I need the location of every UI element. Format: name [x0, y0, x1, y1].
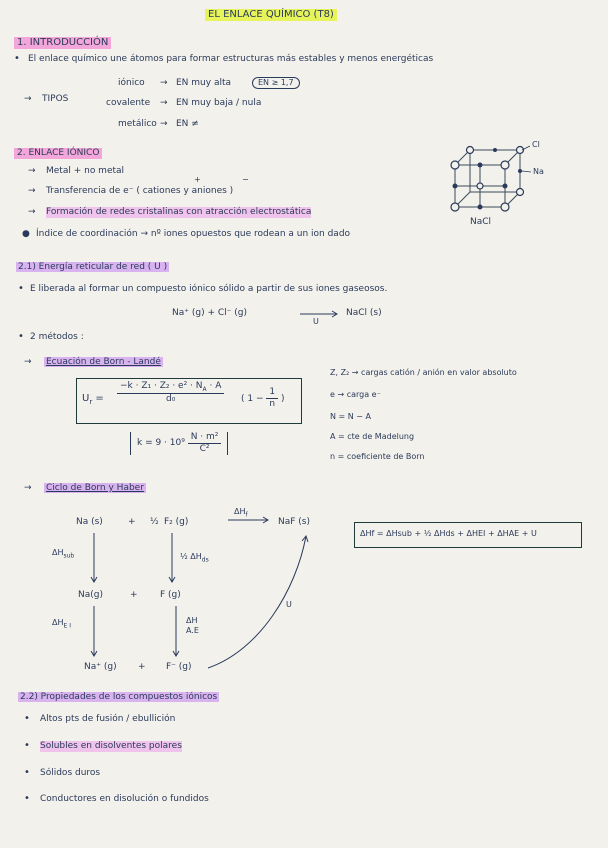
page-title: EL ENLACE QUÍMICO (T8) [205, 9, 337, 21]
legend-born: n = coeficiente de Born [330, 452, 425, 461]
enlace-item-1: Metal + no metal [46, 166, 125, 176]
reaction-reactants: Na⁺ (g) + Cl⁻ (g) [172, 308, 247, 318]
arrow-icon: → [28, 207, 36, 217]
propiedad-1: Altos pts de fusión / ebullición [40, 714, 176, 724]
k-constant-den: C² [199, 443, 210, 454]
cycle-half-dhds-sub: ds [201, 556, 209, 564]
cycle-u: U [286, 600, 292, 609]
section-22-heading-text: 2.2) Propiedades de los compuestos iónicos [20, 692, 218, 702]
cycle-half-dhds-symbol: ½ ΔH [180, 552, 202, 561]
crystal-caption: NaCl [470, 217, 492, 227]
cycle-plus-2: + [130, 590, 138, 600]
eq-factor-den: n [269, 398, 276, 409]
arrow-icon: → [160, 98, 168, 108]
hess-equation: ΔHf = ΔHsub + ½ ΔHds + ΔHEI + ΔHAE + U [360, 529, 537, 538]
bullet-icon: • [24, 740, 30, 751]
tipo-ionico-desc: EN muy alta [176, 78, 231, 88]
metodos-label: 2 métodos : [30, 332, 84, 342]
eq-factor-one: 1 − [247, 393, 264, 404]
enlace-item-2: Transferencia de e⁻ ( cationes y aniones ) [46, 186, 234, 196]
k-constant-num: N · m² [188, 432, 222, 444]
arrow-icon: → [28, 186, 36, 196]
bullet-icon: ● [22, 229, 30, 239]
crystal-na-label: Na [533, 167, 544, 176]
reaction-product: NaCl (s) [346, 308, 382, 318]
cycle-dhae-sub: A.E [186, 625, 199, 635]
cycle-f-ion: F⁻ (g) [166, 662, 192, 672]
tipo-ionico-note: EN ≥ 1,7 [252, 77, 300, 89]
arrow-icon: → [160, 119, 168, 129]
cycle-f2: F₂ (g) [164, 517, 189, 527]
arrow-icon: → [24, 357, 32, 367]
section-22-heading [18, 692, 219, 703]
legend-madelung: A = cte de Madelung [330, 432, 415, 441]
born-haber-heading-text: Ciclo de Born y Haber [46, 483, 144, 493]
cycle-na-gas: Na(g) [78, 590, 103, 600]
hess-equation-box [354, 522, 582, 548]
arrow-icon: → [160, 78, 168, 88]
tipo-ionico: iónico [118, 78, 145, 88]
cycle-plus-3: + [138, 662, 146, 672]
eq-lhs-symbol: U [82, 393, 90, 404]
cycle-na-ion: Na⁺ (g) [84, 662, 117, 672]
tipo-metalico: metálico [118, 119, 157, 129]
bullet-icon: • [18, 331, 24, 342]
bullet-icon: • [18, 283, 24, 294]
tipo-covalente-desc: EN muy baja / nula [176, 98, 262, 108]
eq-factor-num: 1 [266, 387, 278, 399]
cation-charge: + [194, 175, 201, 184]
section-21-heading-text: 2.1) Energía reticular de red ( U ) [18, 262, 168, 272]
arrow-icon: → [24, 483, 32, 493]
eq-numerator-sub: A [202, 385, 207, 393]
cycle-naf: NaF (s) [278, 517, 310, 527]
arrow-icon: → [28, 166, 36, 176]
anion-charge: − [242, 175, 249, 184]
crystal-cl-label: Cl [532, 140, 540, 149]
bullet-icon: • [14, 53, 20, 64]
eq-denominator: d₀ [166, 393, 176, 404]
cycle-dhei-sub: E I [63, 622, 71, 630]
legend-na: N = N − A [330, 412, 372, 421]
propiedad-4: Conductores en disolución o fundidos [40, 794, 209, 804]
enlace-item-3: Formación de redes cristalinas con atracción electrostática [46, 207, 312, 217]
eq-lhs: $U_r$ = [82, 393, 104, 406]
cycle-plus-1: + [128, 517, 136, 527]
cycle-dhf-symbol: ΔH [234, 507, 246, 516]
legend-z: Z, Z₂ → cargas catión / anión en valor absoluto [330, 368, 517, 377]
energia-reticular-definition: E liberada al formar un compuesto iónico sólido a partir de sus iones gaseosos. [30, 284, 388, 294]
tipo-covalente: covalente [106, 98, 151, 108]
eq-lhs-sub: r [89, 398, 93, 406]
eq-numerator-end: · A [206, 381, 222, 391]
born-lande-heading-text: Ecuación de Born - Landé [46, 357, 161, 367]
cycle-f-gas: F (g) [160, 590, 181, 600]
legend-e: e → carga e⁻ [330, 390, 381, 399]
tipos-label: TIPOS [42, 94, 69, 104]
cycle-na-solid: Na (s) [76, 517, 103, 527]
cycle-dhf-sub: f [245, 511, 248, 519]
propiedad-2: Solubles en disolventes polares [40, 741, 182, 751]
eq-factor: ( 1 − $\frac{1}{n}$ ) [241, 387, 285, 409]
cycle-dhae-symbol: ΔH [186, 616, 198, 625]
section-2-heading: 2. ENLACE IÓNICO [14, 148, 102, 159]
bullet-icon: • [24, 713, 30, 724]
bullet-icon: • [24, 767, 30, 778]
cycle-half: ½ [150, 517, 159, 527]
arrow-icon: → [24, 94, 32, 104]
cycle-dhei-symbol: ΔH [52, 618, 64, 627]
section-1-heading: 1. INTRODUCCIÓN [14, 37, 111, 49]
k-constant-value: k = 9 · 10⁹ [137, 437, 185, 448]
tipo-metalico-desc: EN ≠ [176, 119, 199, 129]
cycle-dhsub-symbol: ΔH [52, 548, 64, 557]
propiedad-3: Sólidos duros [40, 768, 101, 778]
intro-text: El enlace químico une átomos para formar estructuras más estables y menos energéticas [28, 54, 434, 64]
bullet-icon: • [24, 793, 30, 804]
eq-numerator: −k · Z₁ · Z₂ · e² · N [120, 381, 203, 391]
enlace-item-4: Índice de coordinación → nº iones opuestos que rodean a un ion dado [36, 229, 351, 239]
reaction-arrow-label: U [313, 317, 319, 326]
cycle-dhsub-sub: sub [63, 552, 75, 560]
